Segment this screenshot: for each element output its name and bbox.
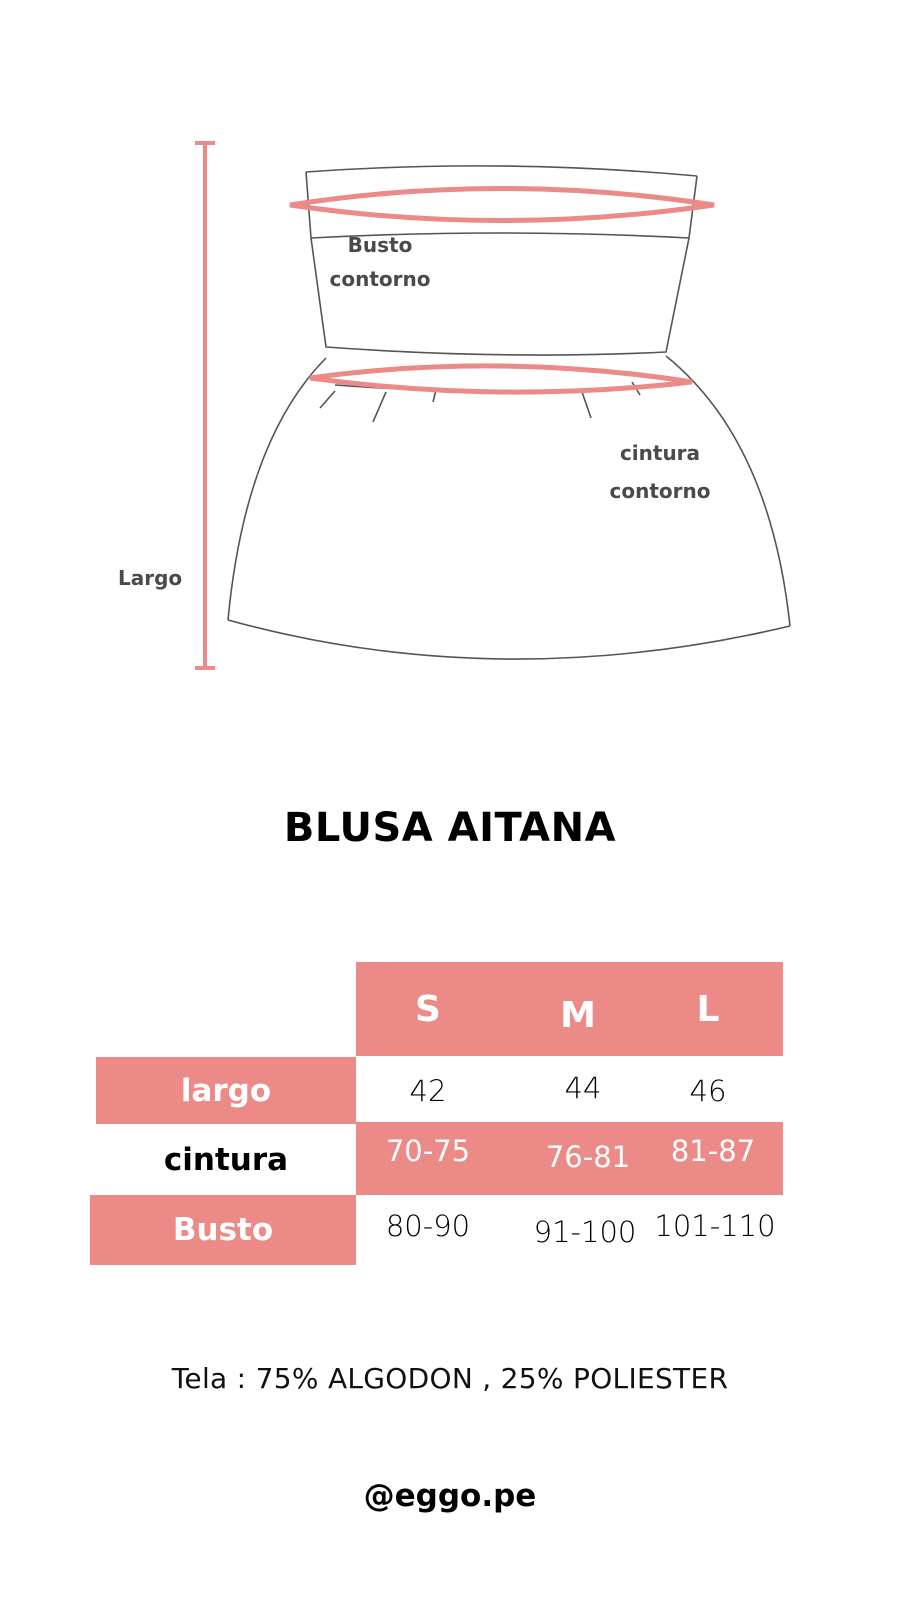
busto-value-l: 101-110: [654, 1209, 776, 1243]
cintura-value-m: 76-81: [545, 1140, 631, 1174]
cintura-measure-ellipse: [310, 366, 692, 392]
largo-value-l: 46: [689, 1073, 727, 1108]
largo-value-m: 44: [564, 1070, 602, 1105]
busto-value-s: 80-90: [385, 1209, 471, 1243]
largo-value-s: 42: [409, 1073, 447, 1108]
busto-value-m: 91-100: [533, 1215, 637, 1249]
largo-measure-line: [195, 143, 215, 668]
cintura-value-s: 70-75: [385, 1134, 471, 1168]
size-header-s: S: [415, 988, 441, 1030]
garment-diagram: [0, 0, 900, 720]
fabric-composition: Tela : 75% ALGODON , 25% POLIESTER: [171, 1362, 729, 1395]
busto-label: Busto contorno: [329, 233, 431, 291]
cintura-value-l: 81-87: [670, 1134, 756, 1168]
page-title: BLUSA AITANA: [283, 805, 617, 851]
largo-label: Largo: [118, 566, 183, 590]
cintura-label: cintura contorno: [609, 441, 711, 503]
row-label-busto: Busto: [90, 1195, 356, 1265]
busto-measure-ellipse: [290, 189, 714, 221]
size-header-m: M: [560, 994, 596, 1036]
size-header-l: L: [696, 988, 720, 1030]
row-label-largo: largo: [96, 1057, 356, 1124]
social-handle: @eggo.pe: [363, 1478, 537, 1514]
row-label-cintura: cintura: [163, 1142, 289, 1178]
